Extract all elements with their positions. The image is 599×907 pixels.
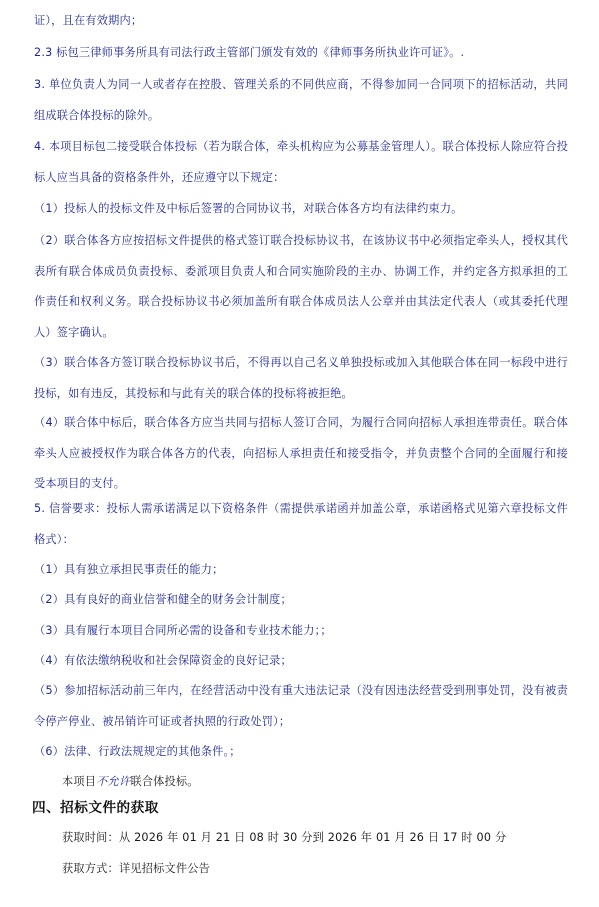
list-item: （1）投标人的投标文件及中标后签署的合同协议书，对联合体各方均有法律约束力。 bbox=[34, 202, 463, 215]
list-item: （4）有依法缴纳税收和社会保障资金的良好记录； bbox=[34, 654, 292, 667]
paragraph: 4. 本项目标包二接受联合体投标（若为联合体，牵头机构应为公募基金管理人）。联合体投标人除应符合投标人应当具备的资格条件外，还应遵守以下规定： bbox=[34, 140, 568, 184]
joint-bid-note-post: 联合体投标。 bbox=[130, 775, 199, 788]
list-item: （4）联合体中标后，联合体各方应当共同与招标人签订合同，为履行合同向招标人承担连带责任。联合体牵头人应被授权作为联合体各方的代表，向招标人承担责任和接受指令，并负责整个合同的全面履行和接受本项目的支付。 bbox=[34, 416, 568, 490]
list-item: （5）参加招标活动前三年内，在经营活动中没有重大违法记录（没有因违法经营受到刑事处罚，没有被责令停产停业、被吊销许可证或者执照的行政处罚）； bbox=[34, 684, 568, 728]
list-item: （2）联合体各方应按招标文件提供的格式签订联合投标协议书，在该协议书中必须指定牵头人，授权其代表所有联合体成员负责投标、委派项目负责人和合同实施阶段的主办、协调工作，并约定各方拟承担的工作责任和权利义务。联合投标协议书必须加盖所有联合体成员法人公章并由其法定代表人（或其委托代理人）签字确认。 bbox=[34, 234, 568, 339]
list-item: （6）法律、行政法规规定的其他条件。； bbox=[34, 745, 241, 758]
joint-bid-note-pre: 本项目 bbox=[62, 775, 97, 788]
section-heading: 四、招标文件的获取 bbox=[32, 800, 159, 816]
list-item: （2）具有良好的商业信誉和健全的财务会计制度； bbox=[34, 593, 292, 606]
list-item: （3）联合体各方签订联合投标协议书后，不得再以自己名义单独投标或加入其他联合体在同一标段中进行投标，如有违反，其投标和与此有关的联合体的投标将被拒绝。 bbox=[34, 356, 568, 400]
list-item: （3）具有履行本项目合同所必需的设备和专业技术能力；； bbox=[34, 624, 332, 637]
joint-bid-note bbox=[62, 767, 562, 798]
acquisition-method: 获取方式：详见招标文件公告 bbox=[62, 862, 211, 875]
paragraph: 5. 信誉要求：投标人需承诺满足以下资格条件（需提供承诺函并加盖公章，承诺函格式见第六章投标文件格式）： bbox=[34, 502, 568, 546]
paragraph: 3. 单位负责人为同一人或者存在控股、管理关系的不同供应商，不得参加同一合同项下的招标活动，共同组成联合体投标的除外。 bbox=[34, 78, 568, 122]
text-line: 证），且在有效期内； bbox=[34, 14, 143, 27]
joint-bid-note-emphasis: 不允许 bbox=[96, 775, 131, 788]
acquisition-time: 获取时间：从 2026 年 01 月 21 日 08 时 30 分到 2026 年 01 月 26 日 17 时 00 分 bbox=[62, 831, 507, 844]
text-line: 2.3 标包三律师事务所具有司法行政主管部门颁发有效的《律师事务所执业许可证》。. bbox=[34, 46, 465, 59]
list-item: （1）具有独立承担民事责任的能力； bbox=[34, 563, 224, 576]
